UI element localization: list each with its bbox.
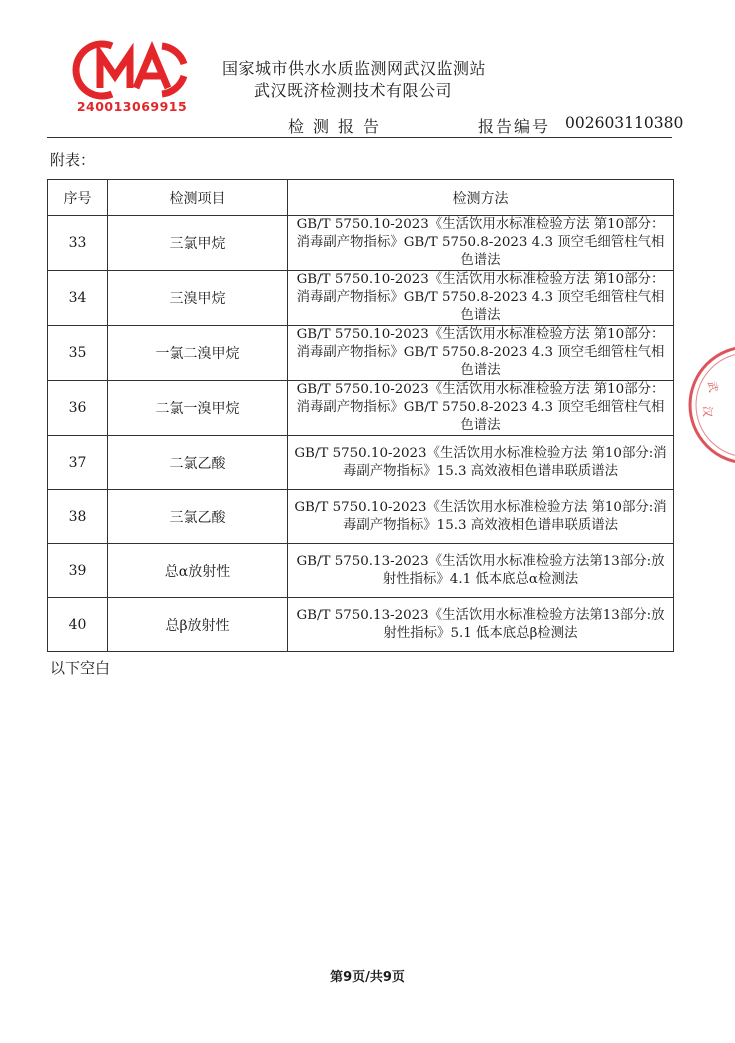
- table-row: [48, 381, 674, 436]
- test-method: GB/T 5750.10-2023《生活饮用水标准检验方法 第10部分:消毒副产物指标》15.3 高效液相色谱串联质谱法: [288, 436, 674, 490]
- seal-icon: [686, 340, 735, 470]
- row-number: 37: [48, 436, 108, 490]
- test-item: 总α放射性: [108, 544, 288, 598]
- cma-logo: [72, 38, 192, 118]
- column-header-item: 检测项目: [108, 180, 288, 216]
- page-footer: 第9页/共9页: [330, 970, 405, 985]
- organization-name-line2: 武汉既济检测技术有限公司: [254, 81, 453, 100]
- table-header-row: [48, 180, 674, 216]
- test-item: 总β放射性: [108, 598, 288, 652]
- report-number-label: 报告编号: [478, 117, 551, 136]
- table-row: [48, 436, 674, 490]
- blank-below-note: 以下空白: [50, 659, 111, 677]
- column-header-method: 检测方法: [288, 180, 674, 216]
- report-title: 检测报告: [288, 117, 389, 136]
- table-row: [48, 216, 674, 271]
- row-number: 36: [48, 381, 108, 436]
- test-method: GB/T 5750.10-2023《生活饮用水标准检验方法 第10部分:消毒副产物指标》15.3 高效液相色谱串联质谱法: [288, 490, 674, 544]
- row-number: 40: [48, 598, 108, 652]
- appendix-label: 附表：: [50, 151, 96, 169]
- test-method: GB/T 5750.10-2023《生活饮用水标准检验方法 第10部分：消毒副产物指标》GB/T 5750.8-2023 4.3 顶空毛细管柱气相色谱法: [288, 381, 674, 436]
- test-method: GB/T 5750.10-2023《生活饮用水标准检验方法 第10部分：消毒副产物指标》GB/T 5750.8-2023 4.3 顶空毛细管柱气相色谱法: [288, 216, 674, 271]
- test-item: 二氯一溴甲烷: [108, 381, 288, 436]
- cma-certificate-number: 240013069915: [76, 99, 188, 114]
- test-method: GB/T 5750.10-2023《生活饮用水标准检验方法 第10部分：消毒副产物指标》GB/T 5750.8-2023 4.3 顶空毛细管柱气相色谱法: [288, 326, 674, 381]
- row-number: 33: [48, 216, 108, 271]
- row-number: 35: [48, 326, 108, 381]
- test-method: GB/T 5750.13-2023《生活饮用水标准检验方法第13部分:放射性指标》4.1 低本底总α检测法: [288, 544, 674, 598]
- test-method: GB/T 5750.13-2023《生活饮用水标准检验方法第13部分:放射性指标》5.1 低本底总β检测法: [288, 598, 674, 652]
- table-row: [48, 326, 674, 381]
- table-row: [48, 544, 674, 598]
- test-item: 三氯乙酸: [108, 490, 288, 544]
- cma-mark-icon: [72, 38, 192, 100]
- test-methods-table: [47, 179, 674, 652]
- header-divider: [47, 137, 672, 138]
- report-number: 002603110380: [565, 114, 684, 132]
- test-item: 一氯二溴甲烷: [108, 326, 288, 381]
- table-row: [48, 271, 674, 326]
- row-number: 38: [48, 490, 108, 544]
- table-row: [48, 490, 674, 544]
- test-item: 三溴甲烷: [108, 271, 288, 326]
- organization-name-line1: 国家城市供水水质监测网武汉监测站: [222, 59, 487, 78]
- row-number: 39: [48, 544, 108, 598]
- svg-text:武: 武: [705, 380, 720, 394]
- row-number: 34: [48, 271, 108, 326]
- column-header-no: 序号: [48, 180, 108, 216]
- svg-text:汉: 汉: [701, 406, 714, 417]
- test-item: 三氯甲烷: [108, 216, 288, 271]
- test-item: 二氯乙酸: [108, 436, 288, 490]
- table-row: [48, 598, 674, 652]
- partial-seal-stamp: [686, 340, 735, 470]
- test-method: GB/T 5750.10-2023《生活饮用水标准检验方法 第10部分：消毒副产物指标》GB/T 5750.8-2023 4.3 顶空毛细管柱气相色谱法: [288, 271, 674, 326]
